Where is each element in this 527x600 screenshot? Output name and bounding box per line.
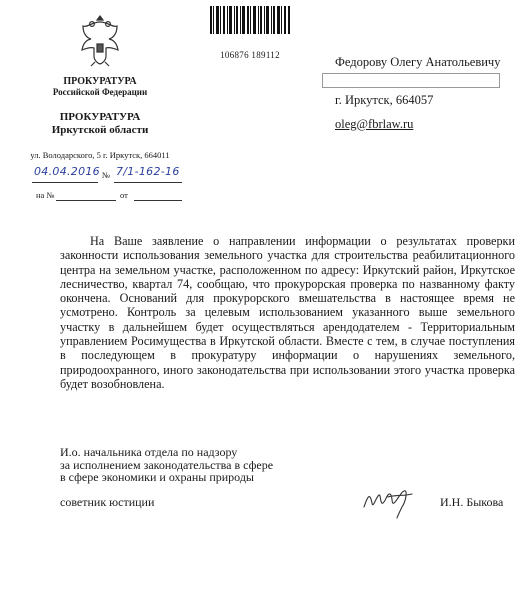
coat-of-arms-icon bbox=[77, 12, 123, 70]
sender-org-line1: ПРОКУРАТУРА bbox=[63, 76, 137, 87]
signatory-title bbox=[60, 446, 320, 484]
handwritten-signature bbox=[360, 485, 418, 519]
redacted-field bbox=[322, 73, 500, 88]
recipient-email[interactable]: oleg@fbrlaw.ru bbox=[335, 117, 414, 131]
barcode-number: 106876 189112 bbox=[220, 50, 280, 60]
recipient-name: Федорову Олегу Анатольевичу bbox=[335, 55, 501, 69]
signatory-title-line2: за исполнением законодательства в сфере bbox=[60, 457, 274, 472]
recipient-city: г. Иркутск, 664057 bbox=[335, 93, 434, 107]
signatory-title-line1: И.о. начальника отдела по надзору bbox=[60, 445, 238, 459]
letter-body: На Ваше заявление о направлении информации о результатах проверки законности использования земельного участка для строительства реабилитационного центра на земельном участке, расположенном по адресу: Иркутский район, Иркутское лесничество, квартал 74, сообщаю, что прокурорская проверка по названному факту окончена. Оснований для прокурорского вмешательства в настоящее время не усмотрено. Контроль за целевым использованием указанного выше земельного участку в дальнейшем будет осуществляться арендодателем - Территориальным управлением Росимущества в Иркутской области. Вместе с тем, в случае поступления в последующем в прокуратуру информации о нарушениях земельного, природоохранного, иного законодательства при использовании этого участка проверка будет возобновлена. bbox=[60, 234, 515, 391]
reference-line bbox=[36, 190, 186, 204]
signatory-name: И.Н. Быкова bbox=[440, 495, 504, 509]
sender-org-line4: Иркутской области bbox=[51, 124, 149, 136]
ref-number-label: на № bbox=[36, 190, 55, 200]
ref-from-label: от bbox=[120, 190, 128, 200]
reg-number-label: № bbox=[102, 170, 111, 180]
registration-date: 04.04.2016 bbox=[34, 165, 100, 178]
sender-address: ул. Володарского, 5 г. Иркутск, 664011 bbox=[30, 150, 170, 160]
sender-org-line3: ПРОКУРАТУРА bbox=[59, 111, 141, 123]
signatory-title-line3: в сфере экономики и охраны природы bbox=[60, 470, 254, 484]
registration-number: 7/1-162-16 bbox=[116, 165, 180, 178]
sender-org-line2: Российской Федерации bbox=[52, 87, 148, 97]
barcode bbox=[208, 4, 292, 36]
signatory-rank: советник юстиции bbox=[60, 495, 155, 509]
